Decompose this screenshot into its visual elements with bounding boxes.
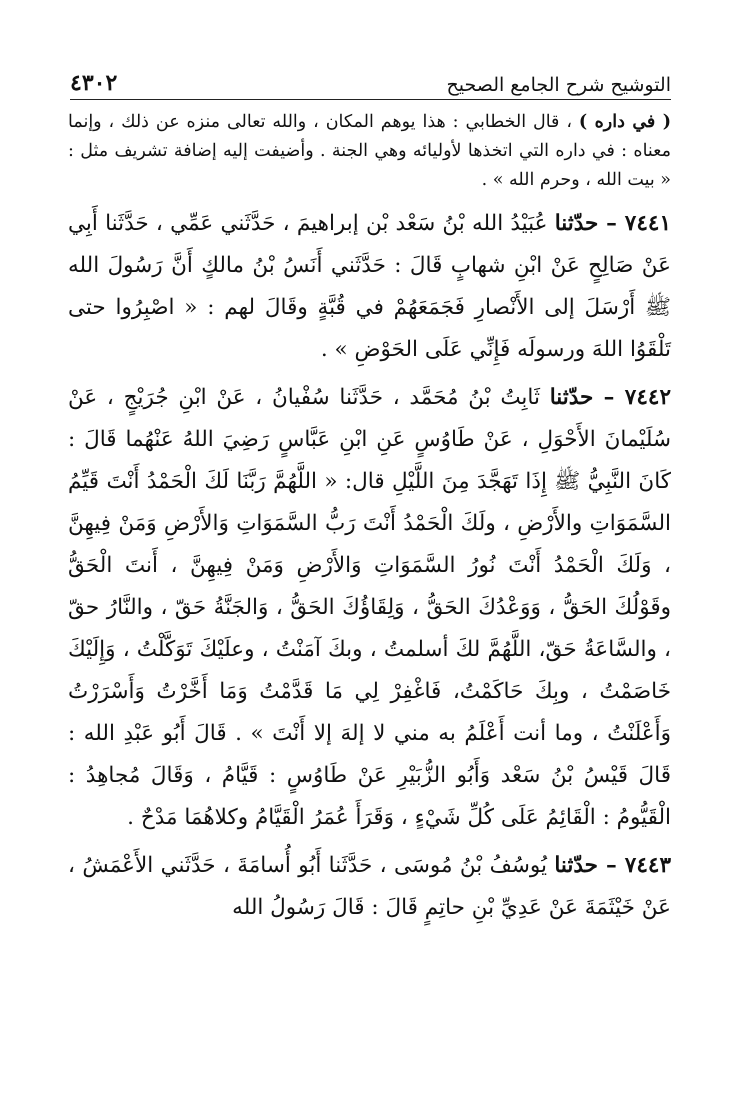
header-divider: [70, 99, 671, 100]
page-number: ٤٣٠٢: [70, 70, 118, 96]
page-body: [68, 108, 671, 935]
narration-keyword: – حدّثنا: [554, 211, 625, 236]
hadith-number: ٧٤٤٢: [624, 385, 671, 410]
hadith-number: ٧٤٤٣: [624, 853, 671, 878]
hadith-7441: [68, 203, 671, 371]
narration-keyword: – حدّثنا: [554, 853, 625, 878]
hadith-text: عُبَيْدُ الله بْنُ سَعْد بْن إبراهيمَ ، حَدَّثَني عَمِّي ، حَدَّثَنا أَبِي عَنْ صَالِحٍ عَنْ ابْنِ شهابٍ قَالَ : حَدَّثَني أَنَسُ بْنُ مالكٍ أَنَّ رَسُولَ الله ﷺ أَرْسَلَ إلى الأَنْصارِ فَجَمَعَهُمْ في قُبَّةٍ وقَالَ لهم : « اصْبِرُوا حتى تَلْقَوُا اللهَ ورسولَه فَإِنِّي عَلَى الحَوْضِ » .: [68, 211, 671, 362]
commentary-paragraph: [68, 108, 671, 195]
page-header: [70, 62, 671, 96]
hadith-number: ٧٤٤١: [624, 211, 671, 236]
hadith-text: ثَابِتُ بْنُ مُحَمَّد ، حَدَّثَنا سُفْيانُ ، عَنْ ابْنِ جُرَيْجٍ ، عَنْ سُلَيْمانَ الأَحْوَلِ ، عَنْ طَاوُسٍ عَنِ ابْنِ عَبَّاسٍ رَضِيَ اللهُ عَنْهُما قَالَ : كَانَ النَّبِيُّ ﷺ إِذَا تَهَجَّدَ مِنَ اللَّيْلِ قال: « اللَّهُمَّ رَبَّنَا لَكَ الْحَمْدُ أَنْتَ قَيِّمُ السَّمَوَاتِ والأَرْضِ ، ولَكَ الْحَمْدُ أَنْتَ رَبُّ السَّمَوَاتِ وَالأَرْضِ وَمَنْ فِيهِنَّ ، وَلَكَ الْحَمْدُ أَنْتَ نُورُ السَّمَوَاتِ وَالأَرْضِ وَمَنْ فِيهِنَّ ، أَنتَ الْحَقُّ وقَوْلُكَ الحَقُّ ، وَوَعْدُكَ الحَقُّ ، وَلِقَاؤُكَ الحَقُّ ، وَالجَنَّةُ حَقّ ، والنَّارُ حقّ ، والسَّاعَةُ حَقّ، اللَّهُمَّ لكَ أسلمتُ ، وبكَ آمَنْتُ ، وعلَيْكَ تَوَكَّلْتُ ، وَإِلَيْكَ خَاصَمْتُ ، وبِكَ حَاكَمْتُ، فَاغْفِرْ لِي مَا قَدَّمْتُ وَمَا أَخَّرْتُ وَأَسْرَرْتُ وَأَعْلَنْتُ ، وما أنت أَعْلَمُ به مني لا إلهَ إلا أَنْتَ » . قَالَ أَبُو عَبْدِ الله : قَالَ قَيْسُ بْنُ سَعْد وَأَبُو الزُّبَيْرِ عَنْ طَاوُسٍ : قَيَّامُ ، وَقَالَ مُجاهِدُ : الْقَيُّومُ : الْقَائِمُ عَلَى كُلِّ شَيْءٍ ، وَقَرَأَ عُمَرُ الْقَيَّامُ وكلاهُمَا مَدْحٌ .: [68, 385, 671, 830]
narration-keyword: – حدّثنا: [549, 385, 625, 410]
hadith-text: يُوسُفُ بْنُ مُوسَى ، حَدَّثَنا أَبُو أُسامَةَ ، حَدَّثَني الأَعْمَشُ ، عَنْ خَيْثَمَةَ عَنْ عَدِيِّ بْنِ حاتِمٍ قَالَ : قَالَ رَسُولُ الله: [68, 853, 671, 920]
quoted-term: ( في داره ): [578, 112, 671, 132]
hadith-7442: [68, 377, 671, 839]
hadith-7443: [68, 845, 671, 929]
running-title: التوشيح شرح الجامع الصحيح: [446, 74, 671, 96]
commentary-text: ، قال الخطابي : هذا يوهم المكان ، والله تعالى منزه عن ذلك ، وإنما معناه : في داره التي اتخذها لأوليائه وهي الجنة . وأضيفت إليه إضافة تشريف مثل : « بيت الله ، وحرم الله » .: [68, 112, 671, 190]
